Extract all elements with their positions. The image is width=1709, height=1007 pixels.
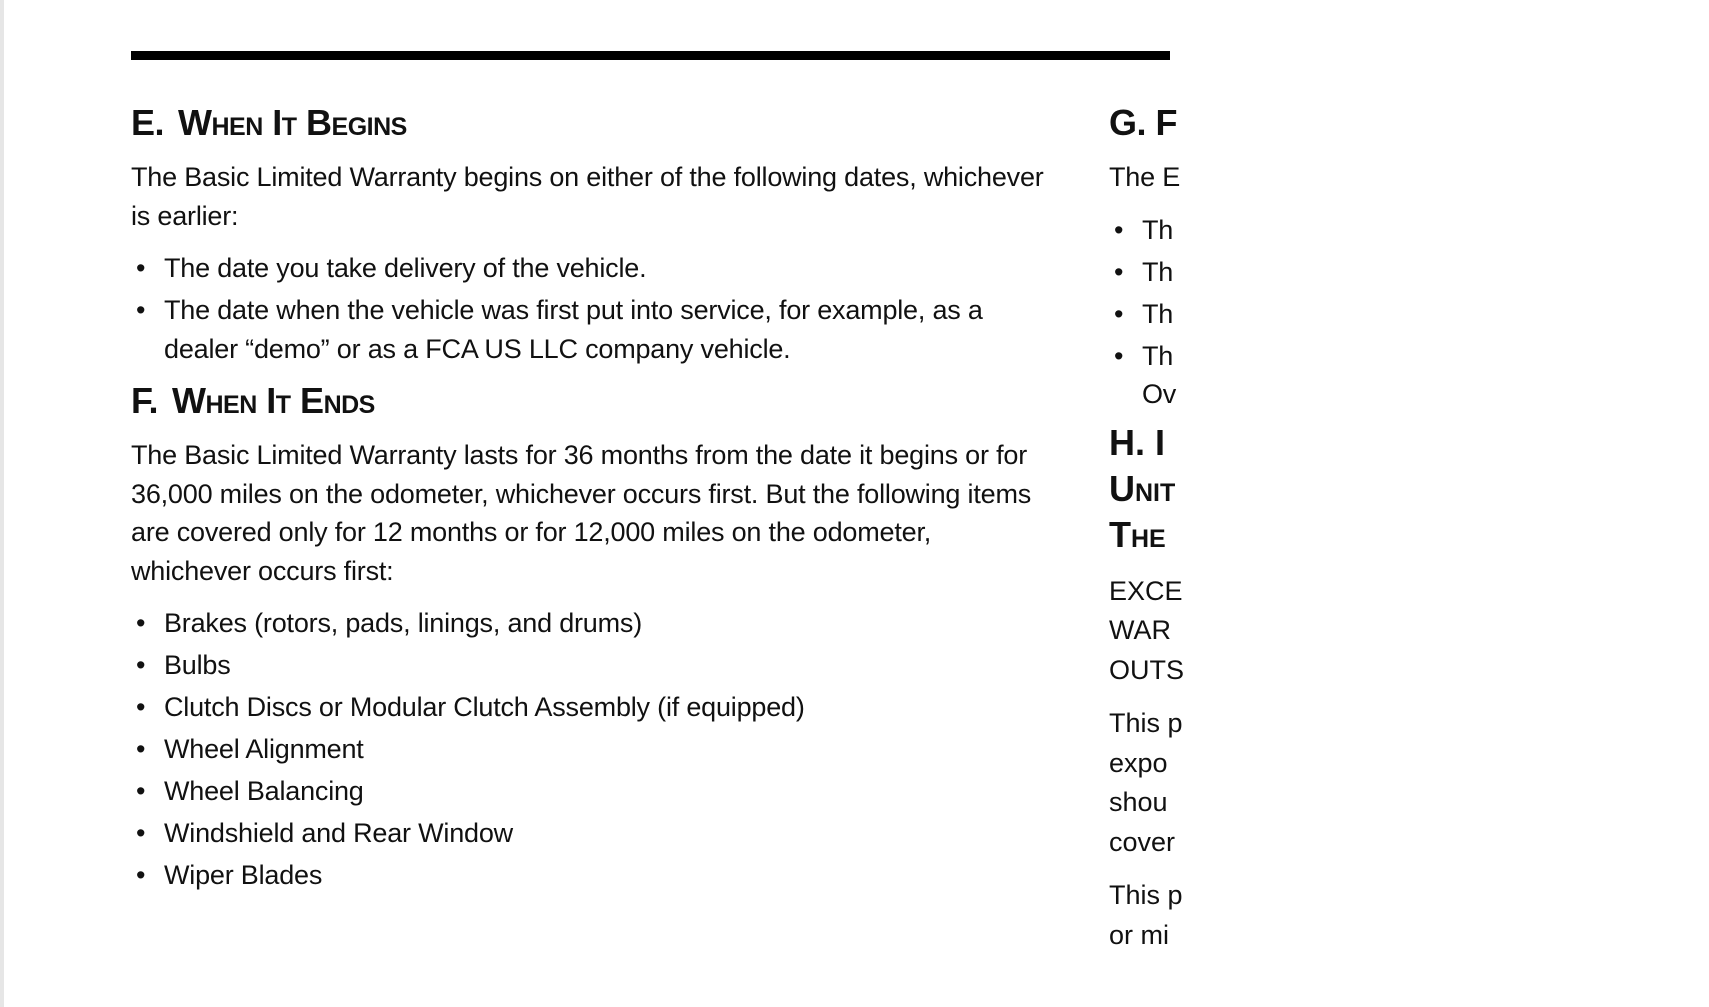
section-h-heading-line: Unit [1109, 467, 1176, 509]
section-e-bullet-list [131, 249, 1051, 368]
list-item-text: Th [1142, 298, 1174, 329]
bullet-icon: • [136, 860, 146, 890]
list-item [131, 249, 1051, 288]
list-item [131, 730, 1051, 769]
bullet-icon: • [136, 650, 146, 680]
list-item [131, 604, 1051, 643]
section-g-bullet-list [1109, 211, 1709, 414]
top-rule-divider [131, 51, 1170, 60]
bullet-icon: • [136, 253, 146, 283]
bullet-icon: • [1114, 214, 1124, 245]
right-column-cropped [1109, 100, 1185, 955]
bullet-icon: • [1114, 298, 1124, 329]
section-h-heading-line: The [1109, 513, 1166, 555]
text-line: EXCE [1109, 575, 1183, 606]
text-line: This p [1109, 708, 1183, 738]
section-f-letter: F. [131, 380, 159, 421]
bullet-icon: • [136, 608, 146, 638]
section-h-heading-line: H. I [1109, 421, 1166, 463]
text-line: This p [1109, 880, 1183, 910]
bullet-icon: • [136, 818, 146, 848]
list-item [1109, 211, 1709, 250]
bullet-icon: • [1114, 256, 1124, 287]
page-left-gutter [0, 0, 4, 1007]
list-item [131, 856, 1051, 895]
section-f-intro: The Basic Limited Warranty lasts for 36 months from the date it begins or for 36,000 miles on the odometer, whichever occurs first. But the following items are covered only for 12 months or for 12,000 miles on the odometer, whichever occurs first: [131, 440, 1032, 586]
list-item-text-continued: Ov [1142, 379, 1177, 409]
list-item-text: Wheel Balancing [164, 776, 364, 806]
text-line: OUTS [1109, 654, 1185, 685]
list-item [1109, 253, 1709, 292]
list-item-text: Wheel Alignment [164, 734, 364, 764]
list-item [131, 772, 1051, 811]
section-e-title: When It Begins [178, 102, 407, 143]
bullet-icon: • [136, 692, 146, 722]
list-item [131, 291, 1051, 368]
section-g-heading: G. F [1109, 102, 1177, 143]
list-item-text: Th [1142, 256, 1174, 287]
bullet-icon: • [136, 776, 146, 806]
text-line: cover [1109, 826, 1176, 857]
text-line: WAR [1109, 615, 1171, 645]
section-h-paragraph-1 [1109, 704, 1709, 862]
section-f-heading [131, 378, 1051, 424]
section-g-intro: The E [1109, 162, 1181, 192]
bullet-icon: • [136, 734, 146, 764]
section-e-letter: E. [131, 102, 165, 143]
list-item-text: Bulbs [164, 650, 231, 680]
left-column [131, 100, 1051, 898]
text-line: expo [1109, 747, 1168, 778]
list-item-text: Th [1142, 340, 1174, 371]
bullet-icon: • [1114, 340, 1124, 371]
list-item [1109, 337, 1709, 414]
bullet-icon: • [136, 295, 146, 325]
section-h-paragraph-2 [1109, 876, 1709, 955]
text-line: or mi [1109, 919, 1169, 950]
list-item-text: Clutch Discs or Modular Clutch Assembly (if equipped) [164, 692, 805, 722]
list-item-text: Brakes (rotors, pads, linings, and drums) [164, 608, 642, 638]
section-h-caps-paragraph [1109, 572, 1709, 691]
list-item [131, 646, 1051, 685]
list-item-text: Wiper Blades [164, 860, 323, 890]
section-e-intro: The Basic Limited Warranty begins on either of the following dates, whichever is earlier: [131, 162, 1044, 231]
list-item-text: Windshield and Rear Window [164, 818, 513, 848]
list-item-text: The date when the vehicle was first put into service, for example, as a dealer “demo” or as a FCA US LLC company vehicle. [164, 295, 983, 364]
list-item-text: The date you take delivery of the vehicle. [164, 253, 647, 283]
list-item-text: Th [1142, 214, 1174, 245]
list-item [1109, 295, 1709, 334]
text-line: shou [1109, 787, 1168, 817]
section-e-heading [131, 100, 1051, 146]
section-f-title: When It Ends [172, 380, 375, 421]
section-h-heading [1109, 420, 1709, 558]
list-item [131, 814, 1051, 853]
list-item [131, 688, 1051, 727]
section-f-bullet-list [131, 604, 1051, 895]
